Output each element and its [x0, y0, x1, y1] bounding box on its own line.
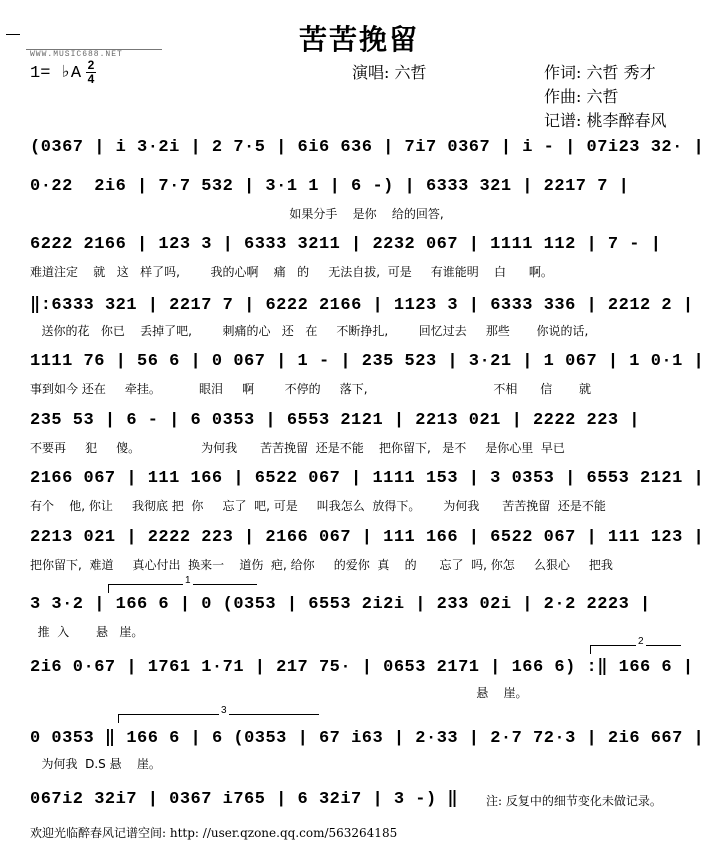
row-notes: 2i6 0·67 | 1761 1·71 | 217 75· | 0653 2171 | 166 6) :‖ 166 6 |	[30, 658, 694, 677]
volta-label: 1	[185, 575, 191, 586]
meter-denominator: 4	[87, 72, 95, 86]
volta-bracket-1	[108, 575, 257, 593]
score-row-7	[0, 469, 718, 529]
score-row-10	[0, 656, 718, 716]
row-notes: 6222 2166 | 123 3 | 6333 3211 | 2232 067 | 1111 112 | 7 - |	[30, 235, 662, 254]
volta-label: 3	[221, 705, 227, 716]
row-notes: 0 0353 ‖ 166 6 | 6 (0353 | 67 i63 | 2·33 | 2·7 72·3 | 2i6 667 |	[30, 729, 705, 748]
score-row-2	[0, 177, 718, 237]
row-notes: 1111 76 | 56 6 | 0 067 | 1 - | 235 523 | 3·21 | 1 067 | 1 0·1 |	[30, 352, 705, 371]
footer-link[interactable]: 欢迎光临醉春风记谱空间: http: //user.qzone.qq.com/563264185	[30, 826, 398, 840]
row-lyrics: 事到如今 还在 牵挂。 眼泪 啊 不停的 落下, 不相 信 就	[30, 382, 591, 396]
row-notes: 235 53 | 6 - | 6 0353 | 6553 2121 | 2213 021 | 2222 223 |	[30, 411, 640, 430]
volta-bracket-3	[118, 705, 319, 723]
score-row-8	[0, 528, 718, 588]
volta-label: 2	[638, 636, 644, 647]
row-lyrics: 悬 崖。	[30, 686, 528, 700]
row-lyrics: 不要再 犯 傻。 为何我 苦苦挽留 还是不能 把你留下, 是不 是你心里 早已	[30, 441, 565, 455]
lyricist-credit: 作词: 六哲 秀才	[544, 63, 656, 82]
score-row-5	[0, 352, 718, 412]
transcriber-credit: 记谱: 桃李醉春风	[544, 111, 667, 130]
volta-bracket-2	[590, 636, 681, 654]
time-signature	[86, 60, 96, 85]
row-notes: 067i2 32i7 | 0367 i765 | 6 32i7 | 3 -) ‖	[30, 790, 459, 809]
composer-credit: 作曲: 六哲	[544, 87, 619, 106]
watermark: WWW.MUSIC688.NET	[30, 50, 123, 59]
score-row-11	[0, 727, 718, 787]
row-notes: 2166 067 | 111 166 | 6522 067 | 1111 153 | 3 0353 | 6553 2121 |	[30, 469, 705, 488]
score-row-4	[0, 294, 718, 354]
row-notes: (0367 | i 3·2i | 2 7·5 | 6i6 636 | 7i7 0367 | i - | 07i23 32· |	[30, 138, 705, 157]
row-lyrics: 推 入 悬 崖。	[30, 625, 144, 639]
row-lyrics: 难道注定 就 这 样了吗, 我的心啊 痛 的 无法自拔, 可是 有谁能明 白 啊。	[30, 265, 553, 279]
transcription-note: 注: 反复中的细节变化未做记录。	[486, 794, 662, 808]
score-row-6	[0, 411, 718, 471]
row-lyrics: 把你留下, 难道 真心付出 换来一 道伤 疤, 给你 的爱你 真 的 忘了 吗, 你怎 么狠心 把我	[30, 558, 613, 572]
row-notes: 2213 021 | 2222 223 | 2166 067 | 111 166 | 6522 067 | 111 123 |	[30, 528, 705, 547]
row-notes: 0·22 2i6 | 7·7 532 | 3·1 1 | 6 -) | 6333 321 | 2217 7 |	[30, 177, 630, 196]
score-row-3	[0, 235, 718, 295]
row-notes: 3 3·2 | 166 6 | 0 (0353 | 6553 2i2i | 233 02i | 2·2 2223 |	[30, 595, 651, 614]
row-lyrics: 有个 他, 你让 我彻底 把 你 忘了 吧, 可是 叫我怎么 放得下。 为何我 苦苦挽留 还是不能	[30, 499, 606, 513]
key-signature: 1= ♭A	[30, 64, 82, 83]
row-lyrics: 为何我 D.S 悬 崖。	[30, 757, 161, 771]
row-lyrics: 送你的花 你已 丢掉了吧, 刺痛的心 还 在 不断挣扎, 回忆过去 那些 你说的话,	[30, 324, 589, 338]
meter-numerator: 2	[87, 58, 95, 72]
song-title: 苦苦挽留	[298, 23, 419, 56]
row-notes: ‖:6333 321 | 2217 7 | 6222 2166 | 1123 3 | 6333 336 | 2212 2 |	[30, 296, 694, 315]
row-lyrics: 如果分手 是你 给的回答,	[30, 207, 444, 221]
singer-credit: 演唱: 六哲	[352, 63, 427, 82]
